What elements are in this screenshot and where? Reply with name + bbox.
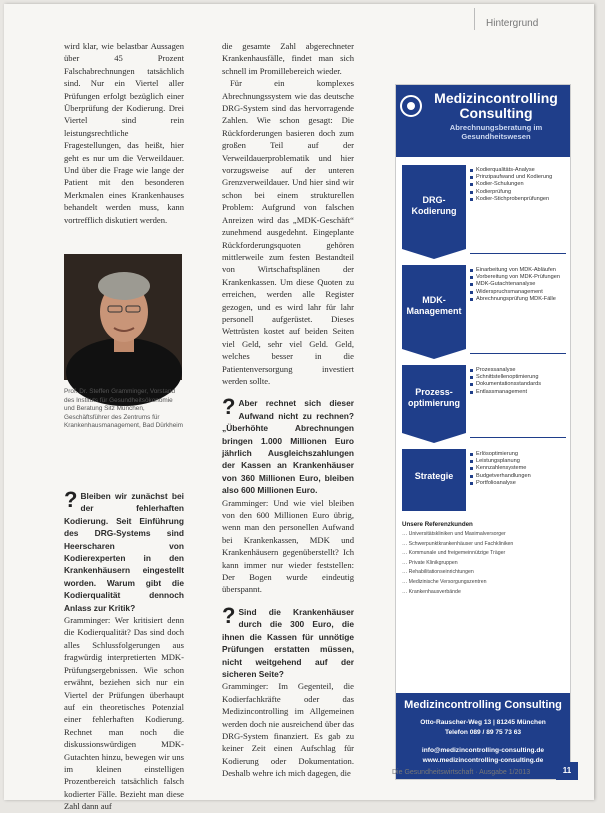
list-item: Dokumentationsstandards: [470, 381, 566, 388]
company-website-link[interactable]: www.medizincontrolling-consulting.de: [422, 757, 544, 764]
list-item: MDK-Gutachtenanalyse: [470, 281, 566, 288]
paragraph: die gesamte Zahl abgerechneter Krankenhausfälle, findet man sich schnell im Promillebereich wieder.: [222, 41, 354, 76]
list-item: Abrechnungsprüfung MDK-Fälle: [470, 296, 566, 303]
reference-item: … Private Klinikgruppen: [402, 559, 458, 566]
list-item: Budgetverhandlungen: [470, 473, 566, 480]
list-item: Prozessanalyse: [470, 367, 566, 374]
column-left-bottom: [64, 487, 184, 813]
reference-item: … Kommunale und freigemeinnützige Träger: [402, 550, 506, 557]
interview-question: ? Sind die Krankenhäuser durch die 300 Euro, die ihnen die Kassen für unnötige Prüfungen erstatten müssen, nicht weitgehend auf der sicheren Seite?: [222, 602, 354, 679]
reference-item: … Rehabilitationseinrichtungen: [402, 569, 474, 576]
segment-mdk: [402, 265, 466, 349]
list-item: Kennzahlensysteme: [470, 465, 566, 472]
arrow-down-icon: [402, 349, 466, 359]
list-item: Kodierprüfung: [470, 189, 566, 196]
segment-label: MDK-Management: [406, 295, 462, 316]
company-email-link[interactable]: info@medizincontrolling-consulting.de: [421, 747, 545, 754]
company-name: Medizincontrolling Consulting: [404, 699, 562, 711]
interview-answer: Gramminger: Und wie viel bleiben von den 600 Millionen Euro übrig, wenn man den personellen Aufwand bei Krankenkassen, MDK und Krankenhäusern gegenüberstellt? Ich kann immer nur wieder feststellen: Der Bogen wurde eindeutig überspannt.: [222, 497, 354, 595]
arrow-down-icon: [402, 433, 466, 443]
list-item: Vorbereitung von MDK-Prüfungen: [470, 274, 566, 281]
divider: [470, 253, 566, 254]
company-address: Otto-Rauscher-Weg 13 | 81245 München: [420, 719, 546, 726]
question-mark-icon: ?: [222, 394, 236, 420]
page-number: 11: [556, 762, 578, 780]
company-phone: Telefon 089 / 89 75 73 63: [444, 729, 522, 736]
segment-list: [470, 367, 566, 396]
ad-header: [396, 85, 570, 157]
references-title: Unsere Referenzkunden: [402, 521, 473, 528]
segment-label: DRG-Kodierung: [411, 195, 457, 216]
list-item: Kodier-Stichprobenprüfungen: [470, 196, 566, 203]
segment-list: [470, 267, 566, 303]
divider: [470, 353, 566, 354]
interview-answer: Gramminger: Im Gegenteil, die Kodierfachkräfte oder das Medizincontrolling im Allgemeinen werden doch nie ausreichend über das DRG-System finanziert. Es gab zu keiner Zeit einen Aufschlag für Kodierung oder Dokumentation. Deshalb wehre ich mich dagegen, die: [222, 681, 354, 779]
references-list: [402, 531, 564, 598]
section-header: Hintergrund: [486, 18, 539, 29]
paragraph: Für ein komplexes Abrechnungssystem wie das deutsche DRG-System sind das hervorragende Zahlen. Wie schon gesagt: Die Rückforderungen basieren doch zum großen Teil auf der Verweildauerproblematik und hier vorzugsweise auf der unteren Grenzverweildauer. Und hier sind wir schon bei einem strukturellen Problem: Aufgrund von falschen Anreizen wird das „MDK-Geschäft“ zunehmend ausgedehnt. Eingeplante Rückforderungsquoten gehören mittlerweile zum festen Bestandteil von Wirtschaftsplänen der Krankenkassen. Um diese Quoten zu erreichen, werden alle Register gezogen, und es wird lahr für lahr personell aufgerüstet. Dieses Wettrüsten kostet auf beiden Seiten viel Geld, sehr viel Geld. Geld, welches besser in die Patientenversorgung investiert werden sollte.: [222, 78, 354, 386]
list-item: Prinzipaufwand und Kodierung: [470, 174, 566, 181]
segment-strategy: [402, 449, 466, 511]
ad-footer: [396, 693, 570, 779]
list-item: Einarbeitung von MDK-Abläufen: [470, 267, 566, 274]
ad-subtitle: Abrechnungsberatung im Gesundheitswesen: [449, 123, 543, 141]
portrait-photo: [64, 254, 182, 380]
list-item: Widerspruchsmanagement: [470, 289, 566, 296]
interview-answer: Gramminger: Wer kritisiert denn die Kodierqualität? Das sind doch alles Schlussfolgerungen aus fragwürdig interpretierten MDK-Prüfungsergebnissen. Wie schon erwähnt, beziehen sich nur ein Viertel der Prüfungen überhaupt auf ein theoretisches Potenzial einer fehlerhaften Kodierung. Rechnet man noch die diskussionswürdigen MDK-Gutachten hinzu, bewegen wir uns im kleinen einstelligen Prozentbereich tatsächlich falsch kodierter Fälle. Bezieht man diese Zahl dann auf: [64, 615, 184, 812]
portrait-illustration: [64, 254, 182, 380]
list-item: Leistungsplanung: [470, 458, 566, 465]
segment-label: Strategie: [414, 471, 454, 481]
list-item: Schnittstellenoptimierung: [470, 374, 566, 381]
list-item: Kodier-Schulungen: [470, 181, 566, 188]
paragraph: wird klar, wie belastbar Aussagen über 45 Prozent Falschabrechnungen tatsächlich sind. Nur ein Viertel aller Prüfungen erfolgt bezüglich einer Überprüfung der Kodierung. Drei Viertel sind rein leistungsrechtliche Fragestellungen, das heißt, hier geht es nur um die Verweildauer. Und über die Frage wie lange der Patient mit den besonderen Merkmalen eines Krankenhauses behandelt werden muss, kann vortrefflich diskutiert werden.: [64, 41, 184, 225]
header-rule: [474, 8, 475, 30]
reference-item: … Schwerpunktkrankenhäuser und Fachkliniken: [402, 540, 514, 547]
interview-question: ? Aber rechnet sich dieser Aufwand nicht zu rechnen? „Überhöhte Abrechnungen bringen 1.000 Millionen Euro jährlich Ausgleichszahlungen der Kassen an Krankenhäuser von 360 Millionen Euro, bleiben also 600 Millionen Euro.: [222, 394, 354, 496]
circle-logo-icon: [400, 95, 422, 117]
segment-process: [402, 365, 466, 433]
list-item: Entlassmanagement: [470, 389, 566, 396]
list-item: Kodierqualitäts-Analyse: [470, 167, 566, 174]
magazine-page: [4, 4, 594, 812]
publication-footer: Die Gesundheitswirtschaft · Ausgabe 1/2013: [392, 769, 531, 776]
photo-caption: Prof. Dr. Steffen Gramminger, Vorstand des Instituts für Gesundheitsökonomie und Beratung Sitz München, Geschäftsführer des Zentrums für Krankenhausmanagement, Bad Dürkheim: [64, 388, 184, 430]
advertisement: [395, 84, 571, 780]
interview-question: ? Bleiben wir zunächst bei der fehlerhaften Kodierung. Seit Einführung des DRG-Systems sind Heerscharen von Kodierexperten in den Krankenhäusern eingestellt worden. Warum gibt die Kodierqualität dennoch Anlass zur Kritik?: [64, 487, 184, 613]
divider: [470, 437, 566, 438]
list-item: Erlösoptimierung: [470, 451, 566, 458]
reference-item: … Medizinische Versorgungszentren: [402, 578, 487, 585]
segment-list: [470, 451, 566, 487]
segment-list: [470, 167, 566, 203]
column-middle: [222, 40, 354, 780]
question-mark-icon: ?: [222, 602, 236, 628]
segment-drg: [402, 165, 466, 249]
reference-item: … Universitätskliniken und Maximalversorger: [402, 531, 506, 537]
ad-title: Medizincontrolling Consulting: [434, 90, 558, 121]
list-item: Portfolioanalyse: [470, 480, 566, 487]
arrow-down-icon: [402, 249, 466, 259]
reference-item: … Krankenhausverbände: [402, 588, 461, 595]
segment-label: Prozess-optimierung: [408, 387, 460, 408]
column-left-top: [64, 40, 184, 226]
question-mark-icon: ?: [64, 487, 78, 512]
